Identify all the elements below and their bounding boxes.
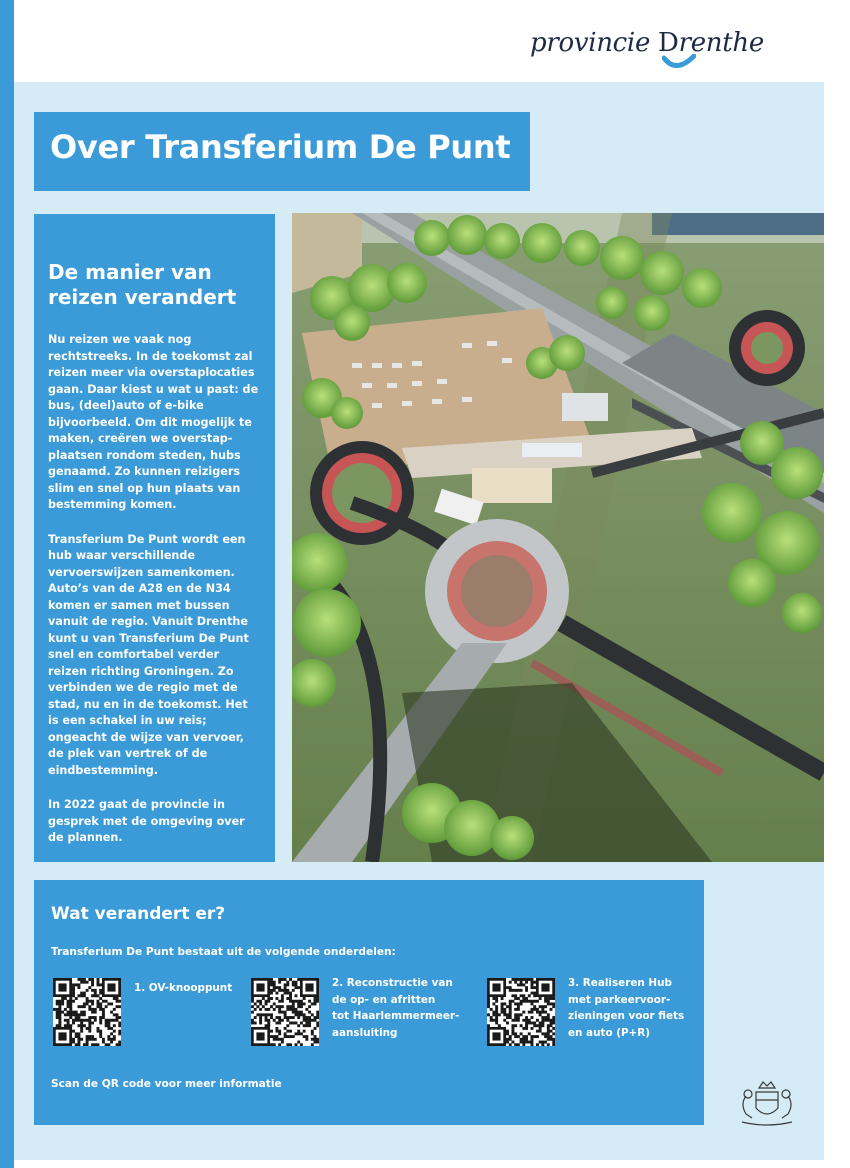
qr-code-pattern [53,978,121,1046]
change-item-3-label: 3. Realiseren Hub met parkeervoor- zieningen voor fiets en auto (P+R) [568,977,685,1039]
provincial-coat-of-arms-icon [732,1078,802,1130]
intro-paragraph-1: Nu reizen we vaak nog rechtstreeks. In de toekomst zal reizen meer via overstaplocaties gaan. Daar kiest u wat u past: de bus, (deel)auto of e-bike bijvoorbeeld. Om dit mogelijk te maken, creëren we overstap-plaatsen rondom steden, hubs genaamd. Zo kunnen reizigers slim en snel op hun plaats van bestemming komen. [48,333,259,511]
intro-paragraph-3: In 2022 gaat de provincie in gesprek met de omgeving over de plannen. [48,798,245,844]
changes-heading: Wat verandert er? [51,904,226,924]
page-title: Over Transferium De Punt [50,128,511,166]
qr-code-icon[interactable] [53,978,121,1046]
change-item-2-label: 2. Reconstructie van de op- en afritten tot Haarlemmermeer- aansluiting [332,977,460,1039]
qr-code-pattern [251,978,319,1046]
change-item-1-label: 1. OV-knooppunt [134,982,233,994]
left-edge-strip [0,0,14,1168]
logo-wordmark [530,28,764,58]
intro-textbox [34,214,275,862]
drenthe-swoosh-icon [662,54,696,74]
intro-heading: De manier van reizen verandert [48,260,237,309]
intro-paragraph-2: Transferium De Punt wordt een hub waar verschillende vervoerswijzen samenkomen. Auto’s van de A28 en de N34 komen er samen met bussen vanuit de regio. Vanuit Drenthe kunt u van Transferium De Punt snel en comfortabel verder reizen richting Groningen. Zo verbinden we de regio met de stad, nu en in de toekomst. Het is een schakel in uw reis; ongeacht de wijze van vervoer, de plek van vertrek of de eindbestemming. [48,532,249,777]
provincie-drenthe-logo [530,24,800,74]
logo-initial: D [658,28,679,58]
changes-intro: Transferium De Punt bestaat uit de volgende onderdelen: [51,946,396,958]
qr-code-pattern [487,978,555,1046]
changes-section [34,880,704,1125]
qr-code-icon[interactable] [251,978,319,1046]
logo-rest: renthe [678,28,764,58]
scan-note: Scan de QR code voor meer informatie [51,1078,282,1090]
aerial-illustration [292,213,824,862]
title-bar [34,112,530,191]
logo-prefix: provincie [530,28,659,58]
aerial-rendering-image [292,213,824,862]
qr-code-icon[interactable] [487,978,555,1046]
